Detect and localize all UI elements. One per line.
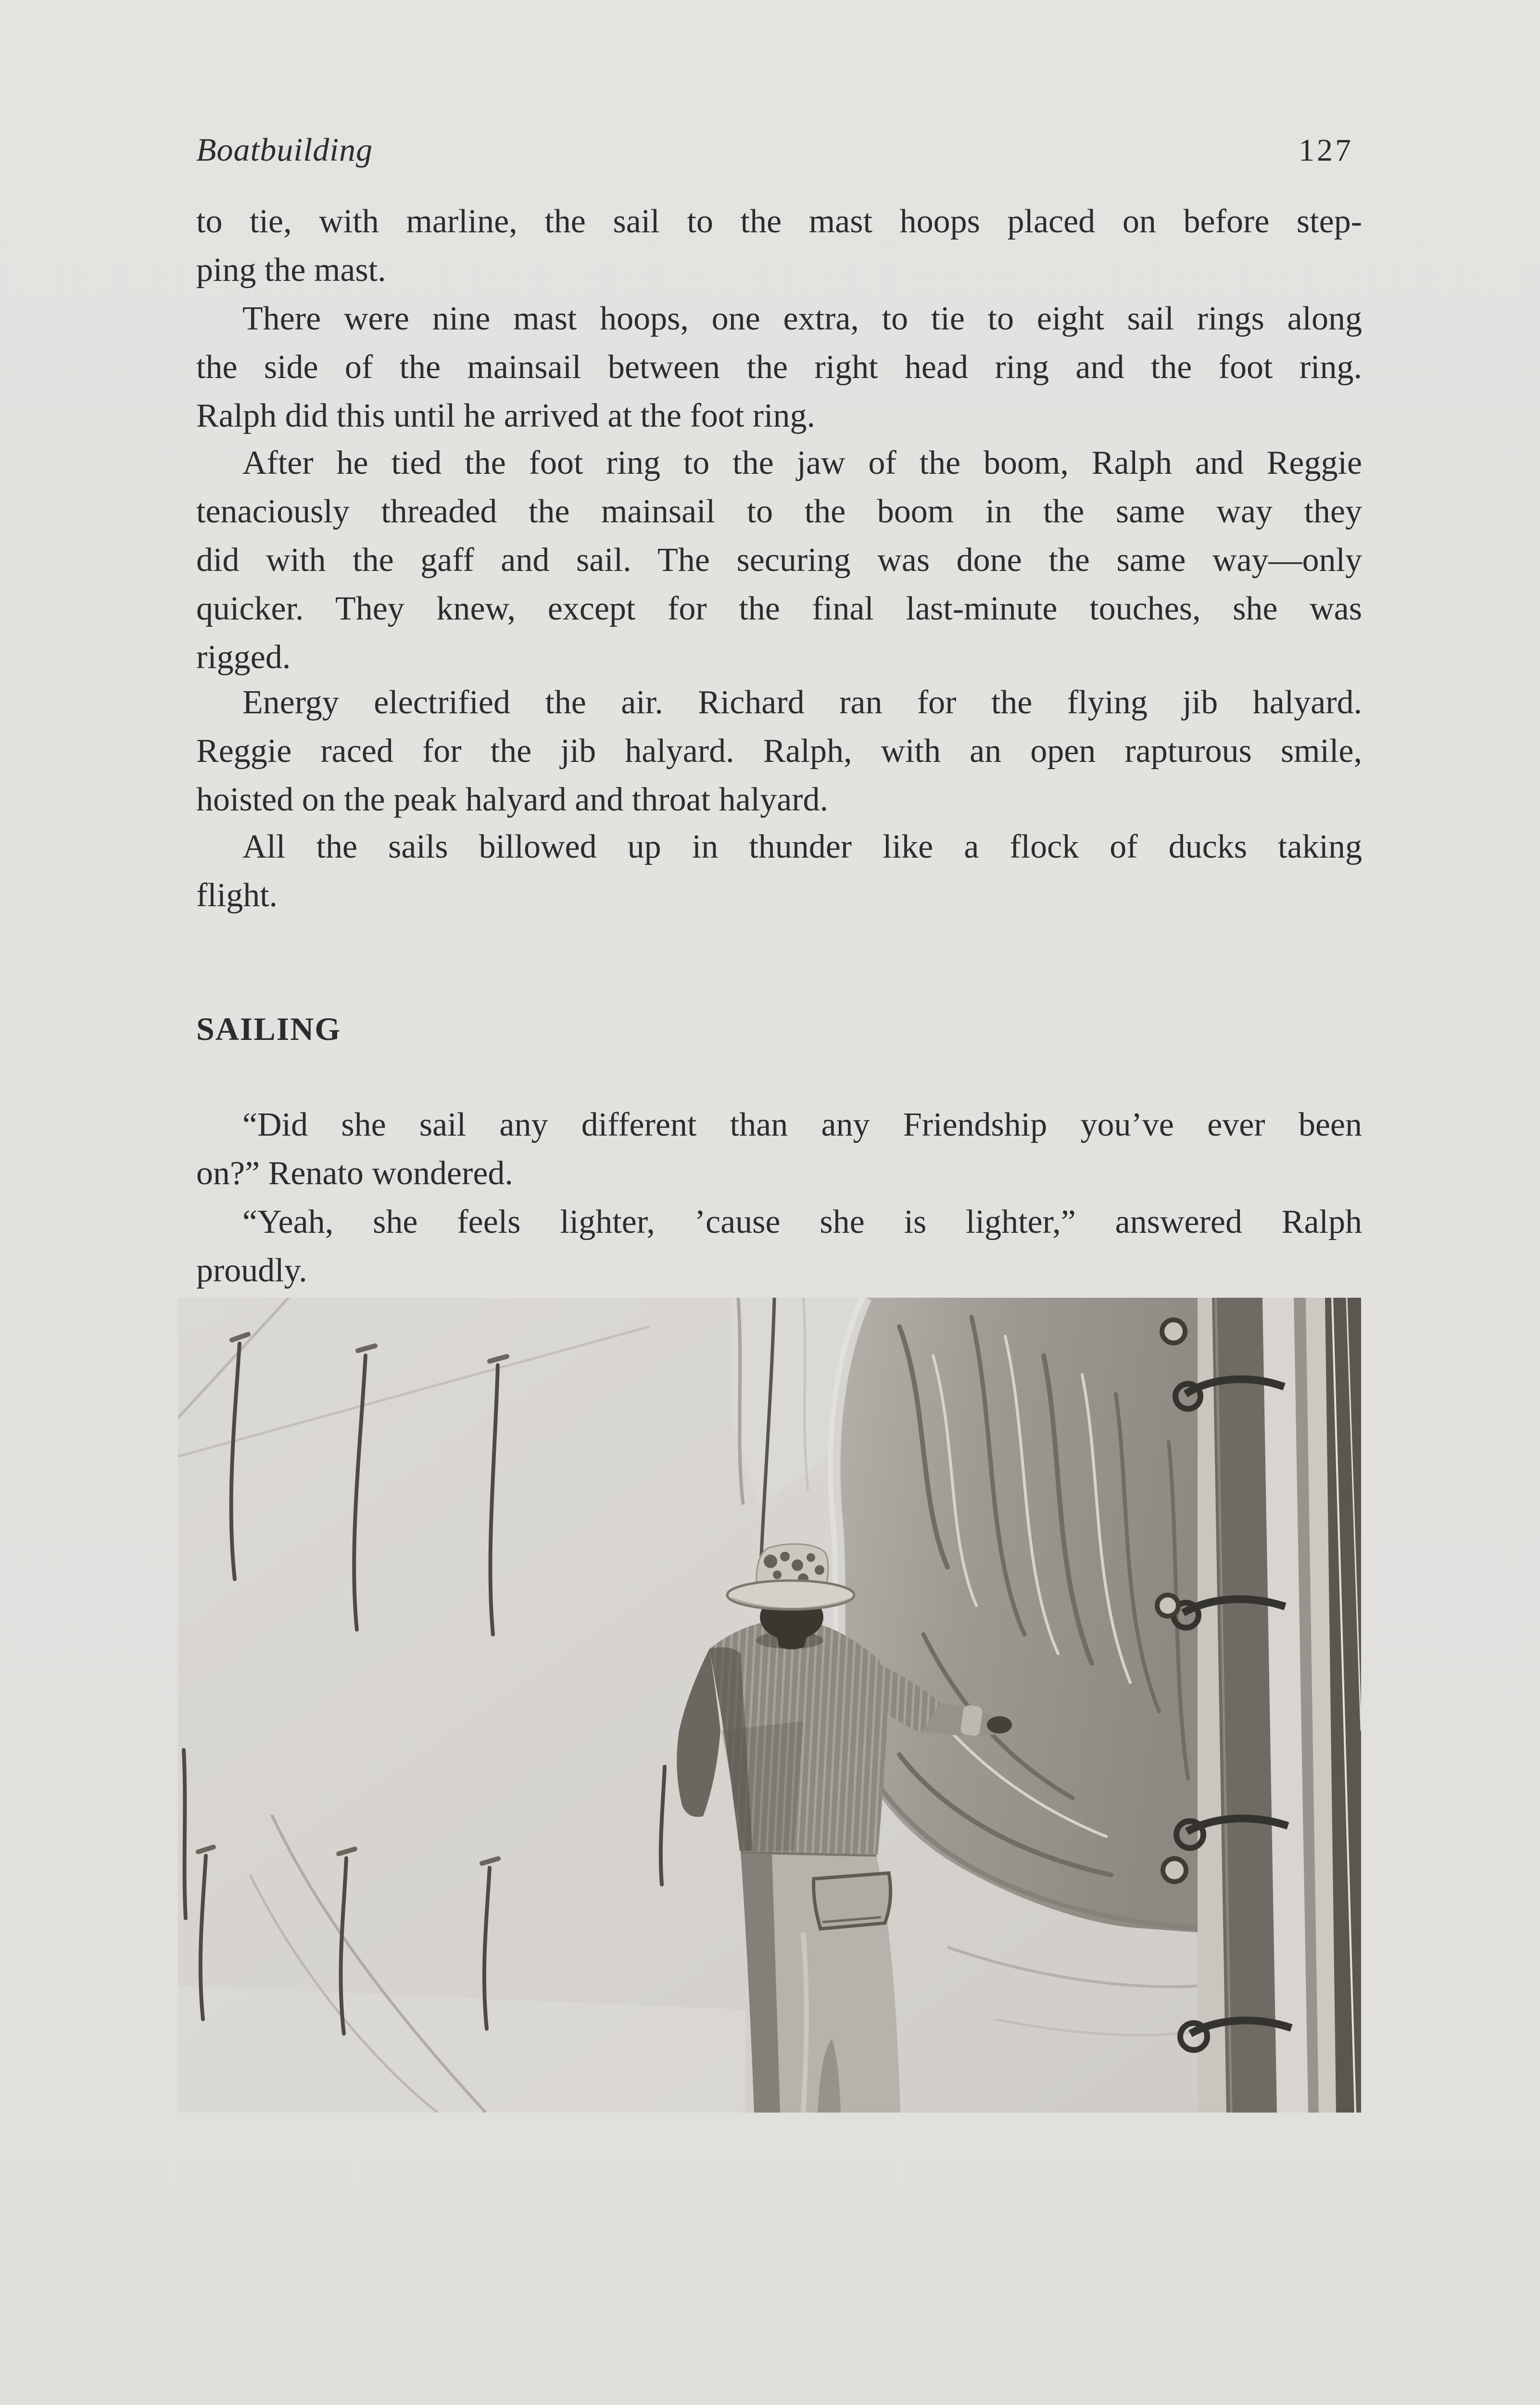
text-line: Energy electrified the air. Richard ran for the flying jib halyard.	[242, 684, 1362, 721]
text-line: After he tied the foot ring to the jaw of the boom, Ralph and Reggie	[242, 444, 1362, 481]
paragraph	[196, 678, 1362, 824]
paragraph	[196, 439, 1362, 682]
text-line: “Yeah, she feels lighter, ’cause she is lighter,” answered Ralph	[242, 1203, 1362, 1240]
text-line: proudly.	[196, 1252, 307, 1289]
text-line: flight.	[196, 877, 278, 914]
paragraph	[196, 294, 1362, 440]
text-line: All the sails billowed up in thunder like a flock of ducks taking	[242, 828, 1362, 865]
text-line: quicker. They knew, except for the final last-minute touches, she was	[196, 590, 1362, 627]
text-line: ping the mast.	[196, 252, 386, 289]
paragraph	[196, 197, 1362, 294]
text-line: Reggie raced for the jib halyard. Ralph, with an open rapturous smile,	[196, 733, 1362, 770]
page-header	[196, 131, 1362, 169]
text-line: did with the gaff and sail. The securing was done the same way—only	[196, 542, 1362, 579]
paragraph	[196, 823, 1362, 920]
section-heading-sailing: SAILING	[196, 1011, 341, 1047]
text-line: tenaciously threaded the mainsail to the boom in the same way they	[196, 493, 1362, 530]
book-title: Boatbuilding	[196, 131, 373, 168]
text-line: hoisted on the peak halyard and throat halyard.	[196, 781, 829, 818]
text-line: the side of the mainsail between the right head ring and the foot ring.	[196, 349, 1362, 386]
paragraph	[196, 1198, 1362, 1295]
paragraph	[196, 1101, 1362, 1198]
mast	[1198, 1298, 1361, 2113]
sailing-photo-svg	[178, 1298, 1361, 2113]
text-line: Ralph did this until he arrived at the foot ring.	[196, 397, 815, 434]
text-line: on?” Renato wondered.	[196, 1155, 513, 1192]
text-line: to tie, with marline, the sail to the mast hoops placed on before step-	[196, 203, 1362, 240]
text-line: rigged.	[196, 639, 291, 676]
text-line: There were nine mast hoops, one extra, to tie to eight sail rings along	[242, 300, 1362, 337]
page-number: 127	[1299, 133, 1353, 168]
sailing-photo	[178, 1298, 1361, 2113]
text-line: “Did she sail any different than any Friendship you’ve ever been	[242, 1106, 1362, 1143]
